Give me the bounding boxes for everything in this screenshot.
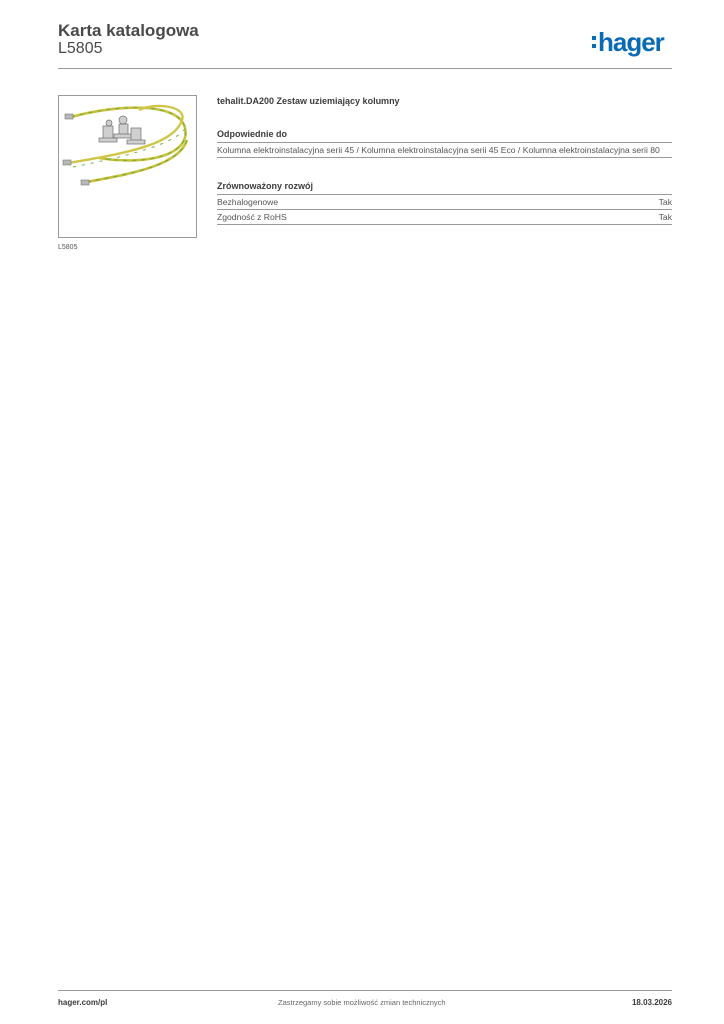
footer-website-link[interactable]: hager.com/pl — [58, 998, 108, 1007]
section-sustainability — [217, 181, 672, 225]
footer-divider — [58, 990, 672, 991]
document-title: Karta katalogowa — [58, 21, 199, 40]
spec-label: Bezhalogenowe — [217, 197, 279, 207]
product-image — [58, 95, 197, 238]
suitable-text: Kolumna elektroinstalacyjna serii 45 / Kolumna elektroinstalacyjna serii 45 Eco / Kolumna elektroinstalacyjna serii 80 — [217, 143, 672, 158]
section-heading: Odpowiednie do — [217, 129, 672, 143]
hager-logo[interactable] — [592, 27, 664, 57]
spec-row — [217, 210, 672, 225]
logo-dots-icon — [592, 36, 596, 48]
spec-label: Zgodność z RoHS — [217, 212, 287, 222]
grounding-kit-illustration — [59, 96, 196, 237]
product-title: tehalit.DA200 Zestaw uziemiający kolumny — [217, 96, 400, 106]
spec-value: Tak — [658, 197, 672, 207]
spec-row — [217, 195, 672, 210]
section-suitable — [217, 129, 672, 158]
image-caption: L5805 — [58, 244, 78, 251]
spec-value: Tak — [658, 212, 672, 222]
footer-date: 18.03.2026 — [631, 998, 672, 1007]
logo-text: hager — [598, 27, 664, 57]
product-code: L5805 — [58, 40, 103, 57]
section-heading: Zrównoważony rozwój — [217, 181, 672, 195]
header-divider — [58, 68, 672, 69]
footer-disclaimer: Zastrzegamy sobie możliwość zmian technicznych — [278, 998, 446, 1007]
